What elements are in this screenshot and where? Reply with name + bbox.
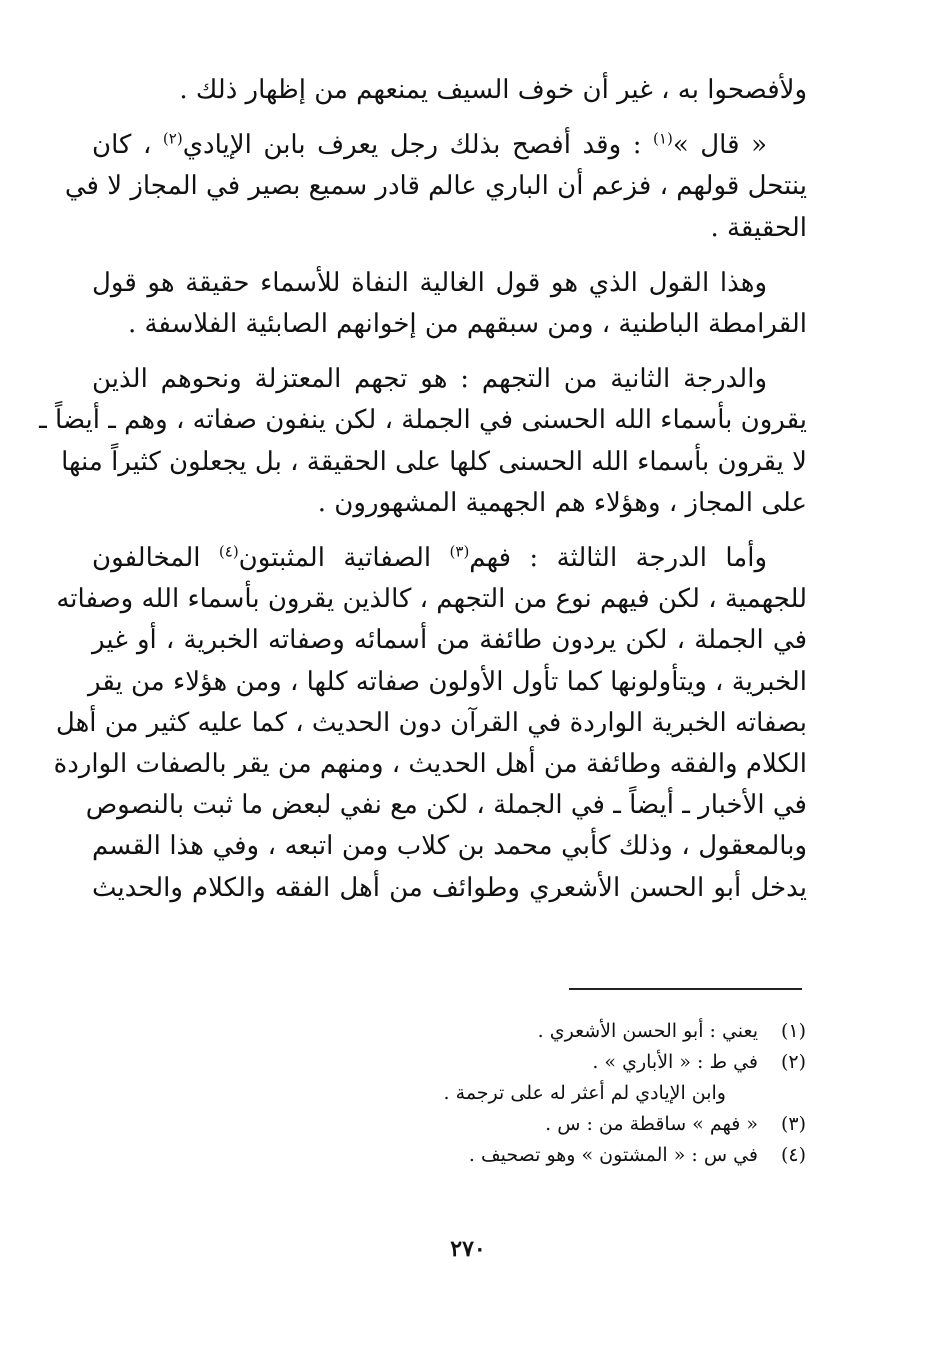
text-line: يدخل أبو الحسن الأشعري وطوائف من أهل الفقه والكلام والحديث (92, 872, 807, 903)
text-line: في الأخبار ـ أيضاً ـ في الجملة ، لكن مع نفي لبعض ما ثبت بالنصوص (85, 790, 807, 821)
text-line: والدرجة الثانية من التجهم : هو تجهم المعتزلة ونحوهم الذين (92, 364, 767, 395)
footnote-ref[interactable]: (٣) (449, 542, 470, 561)
footnote-1 (300, 1016, 806, 1047)
text-line: وهذا القول الذي هو قول الغالية النفاة للأسماء حقيقة هو قول (92, 267, 767, 298)
text-line: لا يقرون بأسماء الله الحسنى كلها على الحقيقة ، بل يجعلون كثيراً منها (61, 446, 807, 477)
footnote-number: (٢) (780, 1051, 806, 1073)
footnote-text: « فهم » ساقطة من : س . (545, 1113, 758, 1135)
text-line: على المجاز ، وهؤلاء هم الجهمية المشهورون . (317, 487, 807, 518)
footnote-text: في ط : « الأباري » . (592, 1051, 758, 1073)
footnote-number: (٣) (780, 1113, 806, 1135)
text-line: ولأفصحوا به ، غير أن خوف السيف يمنعهم من إظهار ذلك . (179, 75, 807, 105)
footnote-number: (١) (780, 1020, 806, 1042)
footnote-ref[interactable]: (٤) (218, 542, 239, 561)
footnote-text: وابن الإيادي لم أعثر له على ترجمة . (443, 1082, 726, 1104)
footnotes (300, 1016, 806, 1171)
footnote-ref[interactable]: (١) (653, 129, 673, 148)
footnote-3 (300, 1109, 806, 1140)
text-line: القرامطة الباطنية ، ومن سبقهم من إخوانهم الصابئية الفلاسفة . (127, 309, 807, 340)
paragraph-2 (64, 125, 807, 249)
footnote-4 (300, 1140, 806, 1171)
text-line: بصفاته الخبرية الواردة في القرآن دون الحديث ، كما عليه كثير من أهل (55, 707, 807, 738)
text-line: يقرون بأسماء الله الحسنى في الجملة ، لكن ينفون صفاته ، وهم ـ أيضاً ـ (39, 405, 807, 436)
paragraph-1 (92, 70, 807, 111)
footnote-text: في س : « المشتون » وهو تصحيف . (468, 1144, 758, 1166)
text-line: وأما الدرجة الثالثة : فهم$^{(٣)}$ الصفاتية المثبتون$^{(٤)}$ المخالفون (92, 542, 767, 574)
main-text (39, 70, 807, 923)
text-line: الحقيقة . (710, 212, 807, 243)
paragraph-5 (53, 538, 807, 909)
text-line: الكلام والفقه وطائفة من أهل الحديث ، ومنهم من يقر بالصفات الواردة (53, 749, 807, 780)
text-line: وبالمعقول ، وذلك كأبي محمد بن كلاب ومن اتبعه ، وفي هذا القسم (92, 831, 807, 862)
text-line: للجهمية ، لكن فيهم نوع من التجهم ، كالذين يقرون بأسماء الله وصفاته (56, 584, 807, 615)
paragraph-4 (39, 359, 807, 524)
text-line: الخبرية ، ويتأولونها كما تأول الأولون صفاته كلها ، ومن هؤلاء من يقر (88, 666, 807, 697)
footnote-2 (300, 1047, 806, 1078)
footnote-2-continuation (300, 1078, 806, 1109)
footnote-ref[interactable]: (٢) (162, 129, 183, 148)
page-number: ٢٧٠ (450, 1236, 486, 1262)
footnote-number: (٤) (780, 1144, 806, 1166)
paragraph-3 (92, 263, 807, 345)
footnote-text: يعني : أبو الحسن الأشعري . (537, 1020, 758, 1042)
text-line: « قال »$^{(١)}$ : وقد أفصح بذلك رجل يعرف بابن الإيادي$^{(٢)}$ ، كان (92, 129, 767, 161)
footnote-separator (569, 988, 802, 990)
text-line: ينتحل قولهم ، فزعم أن الباري عالم قادر سميع بصير في المجاز لا في (64, 171, 807, 202)
text-line: في الجملة ، لكن يردون طائفة من أسمائه وصفاته الخبرية ، أو غير (92, 625, 807, 656)
